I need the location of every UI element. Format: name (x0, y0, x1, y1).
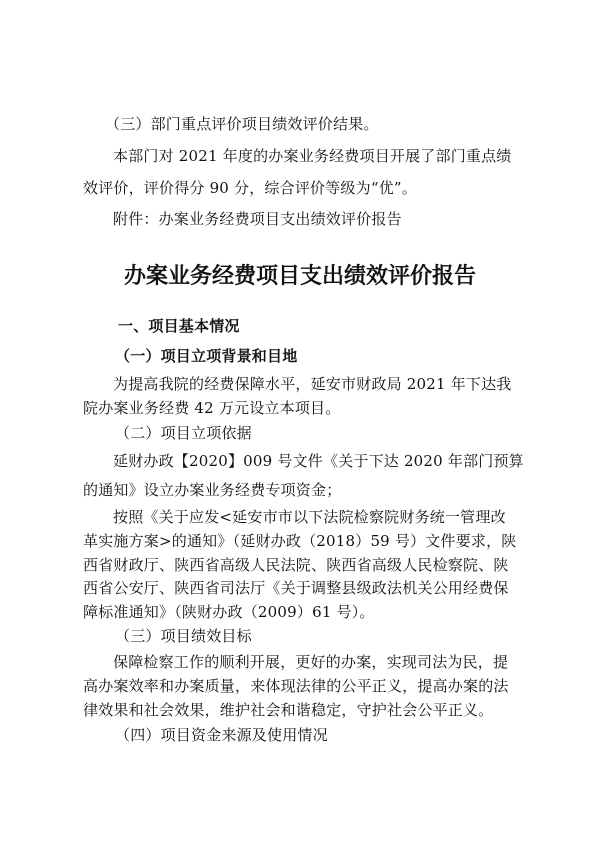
evaluation-paragraph-line: 效评价，评价得分 90 分，综合评价等级为“优”。 (83, 179, 417, 197)
subsection-heading: （二）项目立项依据 (115, 424, 252, 442)
paragraph-line: 按照《关于应发<延安市市以下法院检察院财务统一管理改 (113, 508, 506, 526)
evaluation-paragraph-line: 本部门对 2021 年度的办案业务经费项目开展了部门重点绩 (113, 147, 512, 165)
subsection-heading: （三）项目绩效目标 (115, 627, 252, 645)
attachment-note: 附件：办案业务经费项目支出绩效评价报告 (113, 210, 402, 228)
paragraph-line: 延财办政【2020】009 号文件《关于下达 2020 年部门预算 (113, 452, 524, 470)
paragraph-line: 律效果和社会效果，维护社会和谐稳定，守护社会公平正义。 (83, 701, 494, 719)
paragraph-line: 高办案效率和办案质量，来体现法律的公平正义，提高办案的法 (83, 677, 509, 695)
paragraph-line: 院办案业务经费 42 万元设立本项目。 (83, 399, 341, 417)
paragraph-line: 革实施方案>的通知》（延财办政（2018）59 号）文件要求，陕 (83, 532, 517, 550)
paragraph-line: 西省公安厅、陕西省司法厅《关于调整县级政法机关公用经费保 (83, 579, 509, 597)
paragraph-line: 障标准通知》（陕财办政（2009）61 号）。 (83, 603, 375, 621)
paragraph-line: 西省财政厅、陕西省高级人民法院、陕西省高级人民检察院、陕 (83, 556, 509, 574)
subsection-heading: （一）项目立项背景和目地 (115, 347, 298, 365)
paragraph-line: 保障检察工作的顺利开展，更好的办案，实现司法为民，提 (113, 653, 509, 671)
report-title: 办案业务经费项目支出绩效评价报告 (123, 264, 476, 289)
section-heading-3: （三）部门重点评价项目绩效评价结果。 (105, 115, 379, 133)
subsection-heading: （四）项目资金来源及使用情况 (115, 726, 328, 744)
paragraph-line: 的通知》设立办案业务经费专项资金； (83, 481, 342, 499)
part-heading: 一、项目基本情况 (118, 317, 240, 335)
paragraph-line: 为提高我院的经费保障水平，延安市财政局 2021 年下达我 (113, 375, 512, 393)
